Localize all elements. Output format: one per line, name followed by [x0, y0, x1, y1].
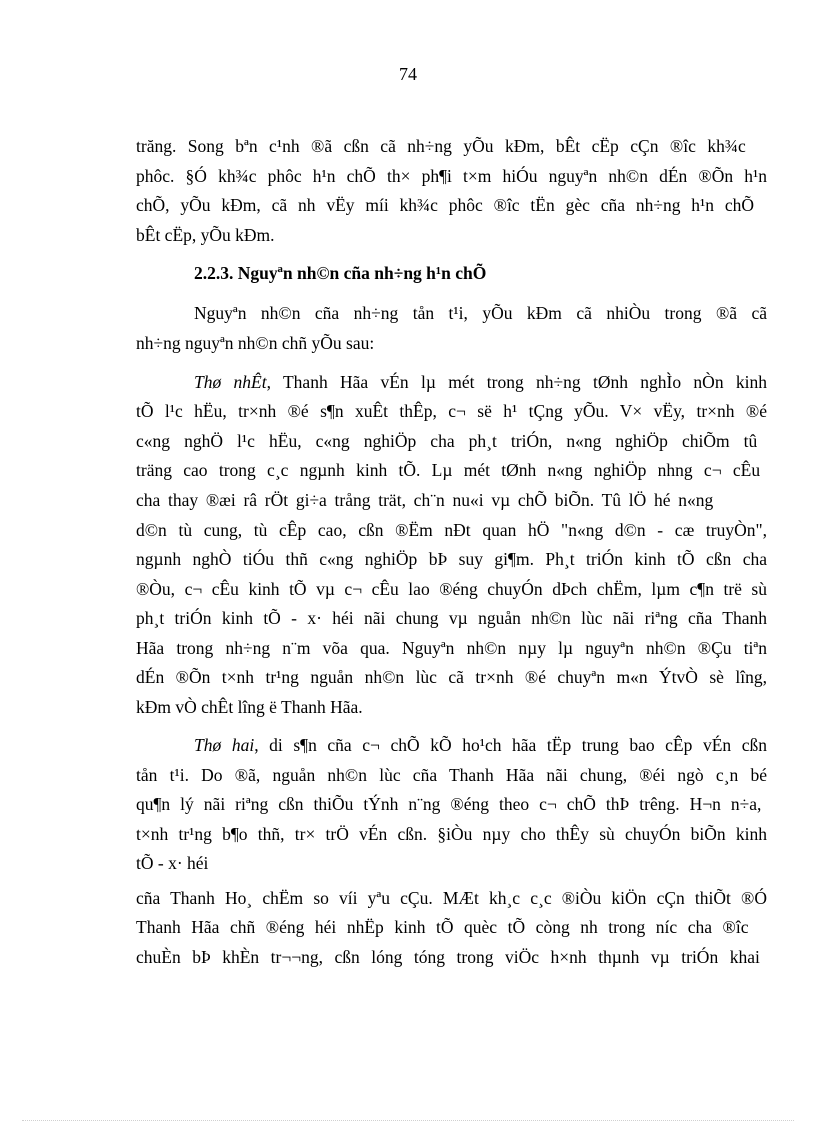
- line-text: träng cao trong c¸c ngµnh kinh tÕ. Lµ mét tØnh n«ng nghiÖp nhng c¬ cÊu: [136, 460, 761, 480]
- line-text: Thanh Hãa chñ ®éng héi nhËp kinh tÕ quèc tÕ còng nh trong níc cha ®îc: [136, 917, 749, 937]
- line-text: c«ng nghÖ l¹c hËu, c«ng nghiÖp cha ph¸t triÓn, n«ng nghiÖp chiÕm tû: [136, 431, 758, 451]
- line-text: ®Òu, c¬ cÊu kinh tÕ vµ c¬ cÊu lao ®éng chuyÓn dÞch chËm, lµm c¶n trë sù: [136, 579, 767, 599]
- line-text: Hãa trong nh÷ng n¨m võa qua. Nguyªn nh©n nµy lµ nguyªn nh©n ®Çu tiªn: [136, 638, 767, 658]
- line-text: phôc. §Ó kh¾c phôc h¹n chÕ th× ph¶i t×m hiÓu nguyªn nh©n dÉn ®Õn h¹n: [136, 166, 767, 186]
- line-text: chÕ, yÕu kÐm, cã nh vËy míi kh¾c phôc ®îc tËn gèc cña nh÷ng h¹n chÕ: [136, 195, 755, 215]
- text-line: [136, 579, 767, 600]
- line-text: kÐm vÒ chÊt lîng ë Thanh Hãa.: [136, 697, 363, 717]
- line-text: bÊt cËp, yÕu kÐm.: [136, 225, 275, 245]
- text-line: [136, 917, 748, 938]
- text-line: [194, 372, 767, 393]
- line-text: dÉn ®Õn t×nh tr¹ng nguån nh©n lùc cã tr×nh ®é chuyªn m«n ÝtvÒ sè lîng,: [136, 667, 767, 687]
- text-line: [136, 608, 767, 629]
- line-text: Nguyªn nh©n cña nh÷ng tån t¹i, yÕu kÐm cã nhiÒu trong ®ã cã: [194, 303, 767, 323]
- line-text: trăng. Song bªn c¹nh ®ã cßn cã nh÷ng yÕu kÐm, bÊt cËp cÇn ®îc kh¾c: [136, 136, 746, 156]
- text-line: [136, 697, 363, 718]
- text-line: [136, 460, 760, 481]
- text-line: [136, 765, 767, 786]
- line-text: , di s¶n cña c¬ chÕ kÕ ho¹ch hãa tËp trung bao cÊp vÉn cßn: [254, 735, 767, 755]
- line-text: nh÷ng nguyªn nh©n chñ yÕu sau:: [136, 333, 375, 353]
- italic-phrase: Thø hai: [194, 735, 255, 755]
- text-line: [136, 431, 757, 452]
- line-text: 2.2.3. Nguyªn nh©n cña nh÷ng h¹n chÕ: [194, 263, 487, 283]
- text-line: [136, 225, 275, 246]
- line-text: tÕ - x· héi: [136, 853, 209, 873]
- text-line: [136, 824, 767, 845]
- text-line: [136, 490, 713, 511]
- text-line: [136, 667, 767, 688]
- text-line: [136, 333, 374, 354]
- text-line: [136, 853, 208, 874]
- section-heading: [194, 263, 486, 284]
- line-text: ph¸t triÓn kinh tÕ - x· héi nãi chung vµ nguån nh©n lùc nãi riªng cña Thanh: [136, 608, 767, 628]
- italic-phrase: Thø nhÊt: [194, 372, 267, 392]
- line-text: t×nh tr¹ng b¶o thñ, tr× trÖ vÉn cßn. §iÒu nµy cho thÊy sù chuyÓn biÕn kinh: [136, 824, 767, 844]
- line-text: d©n tù cung, tù cÊp cao, cßn ®Ëm nÐt quan hÖ "n«ng d©n - cæ truyÒn",: [136, 520, 767, 540]
- page-number: 74: [399, 64, 417, 84]
- text-line: [136, 195, 754, 216]
- line-text: tån t¹i. Do ®ã, nguån nh©n lùc cña Thanh Hãa nãi chung, ®éi ngò c¸n bé: [136, 765, 767, 785]
- line-text: chuÈn bÞ khÈn tr¬¬ng, cßn lóng tóng trong viÖc h×nh thµnh vµ triÓn khai: [136, 947, 760, 967]
- text-line: [136, 166, 767, 187]
- line-text: tÕ l¹c hËu, tr×nh ®é s¶n xuÊt thÊp, c¬ së h¹ tÇng yÕu. V× vËy, tr×nh ®é: [136, 401, 767, 421]
- text-line: [136, 549, 767, 570]
- text-line: [136, 888, 767, 909]
- line-text: qu¶n lý nãi riªng cßn thiÕu tÝnh n¨ng ®éng theo c¬ chÕ thÞ trêng. H¬n n÷a,: [136, 794, 762, 814]
- line-text: ngµnh nghÒ tiÓu thñ c«ng nghiÖp bÞ suy gi¶m. Ph¸t triÓn kinh tÕ cßn cha: [136, 549, 767, 569]
- text-line: [136, 520, 767, 541]
- text-line: [194, 735, 767, 756]
- line-text: cha thay ®æi râ rÖt gi÷a trång trät, ch¨n nu«i vµ chÕ biÕn. Tû lÖ hé n«ng: [136, 490, 714, 510]
- line-text: cña Thanh Ho¸ chËm so víi yªu cÇu. MÆt kh¸c c¸c ®iÒu kiÖn cÇn thiÕt ®Ó: [136, 888, 767, 908]
- page-bottom-divider: [22, 1120, 794, 1121]
- text-line: [136, 947, 760, 968]
- line-text: , Thanh Hãa vÉn lµ mét trong nh÷ng tØnh nghÌo nÒn kinh: [266, 372, 767, 392]
- text-line: [194, 303, 767, 324]
- text-line: [136, 136, 746, 157]
- text-line: [136, 794, 761, 815]
- text-line: [136, 401, 767, 422]
- text-line: [136, 638, 767, 659]
